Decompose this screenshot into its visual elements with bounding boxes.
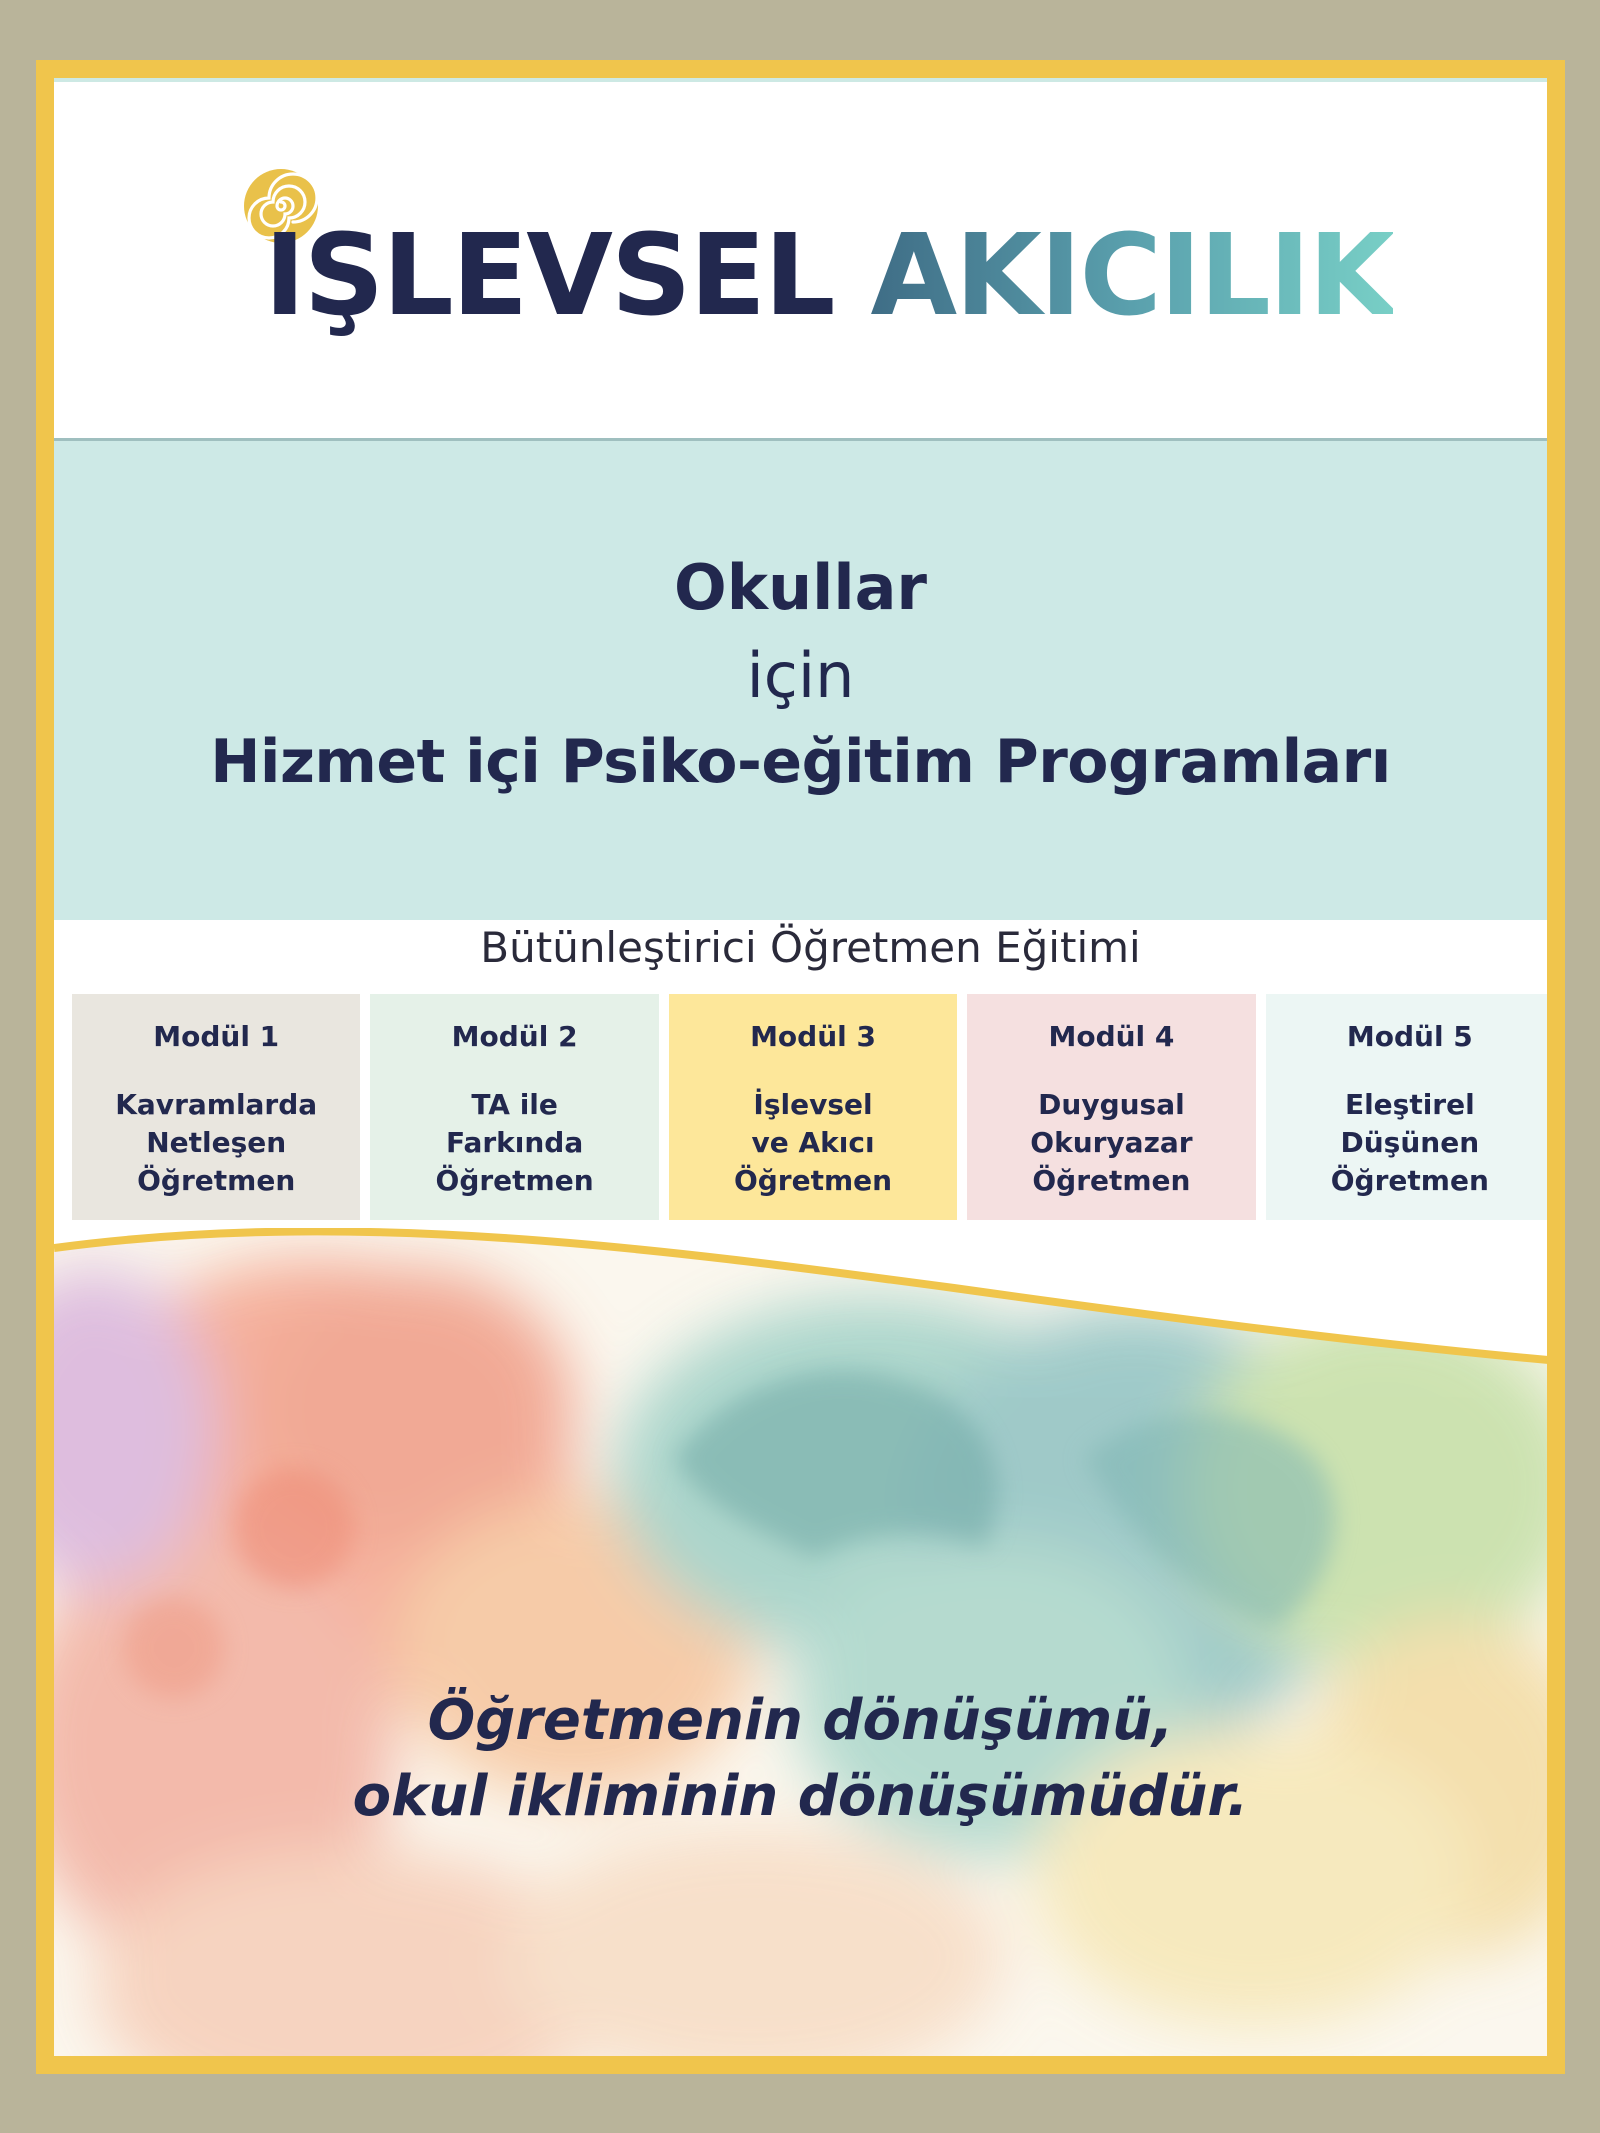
module-label: Modül 2 [451, 1020, 578, 1053]
module-card-4 [967, 994, 1255, 1220]
module-label: Modül 4 [1048, 1020, 1175, 1053]
module-label: Modül 3 [750, 1020, 876, 1053]
brand-word-1: IŞLEVSEL [264, 211, 834, 341]
module-label: Modül 5 [1346, 1020, 1473, 1053]
watercolor-illustration [54, 1228, 1547, 2074]
module-title: Kavramlarda Netleşen Öğretmen [115, 1088, 318, 1197]
module-list [72, 994, 1554, 1220]
module-card-2 [370, 994, 658, 1220]
module-label: Modül 1 [153, 1020, 280, 1053]
tagline-line-2: okul ikliminin dönüşümüdür. [352, 1764, 1249, 1829]
title-line-3: Hizmet içi Psiko-eğitim Programları [210, 727, 1391, 797]
module-title: Eleştirel Düşünen Öğretmen [1330, 1088, 1489, 1197]
module-card-1 [72, 994, 360, 1220]
title-line-2: için [746, 639, 855, 712]
brand-logo [264, 211, 1394, 341]
tagline [54, 1683, 1547, 1835]
brand-word-2: AKICILIK [870, 211, 1394, 341]
module-title: İşlevsel ve Akıcı Öğretmen [733, 1088, 893, 1197]
module-card-5 [1266, 994, 1554, 1220]
tagline-line-1: Öğretmenin dönüşümü, [427, 1688, 1174, 1753]
title-band [54, 438, 1547, 920]
page-frame [36, 60, 1565, 2074]
modules-heading: Bütünleştirici Öğretmen Eğitimi [480, 923, 1141, 972]
title-line-1: Okullar [674, 551, 927, 624]
module-title: Duygusal Okuryazar Öğretmen [1030, 1088, 1193, 1197]
module-title: TA ile Farkında Öğretmen [435, 1088, 594, 1197]
module-card-3 [669, 994, 957, 1220]
header [54, 78, 1547, 438]
